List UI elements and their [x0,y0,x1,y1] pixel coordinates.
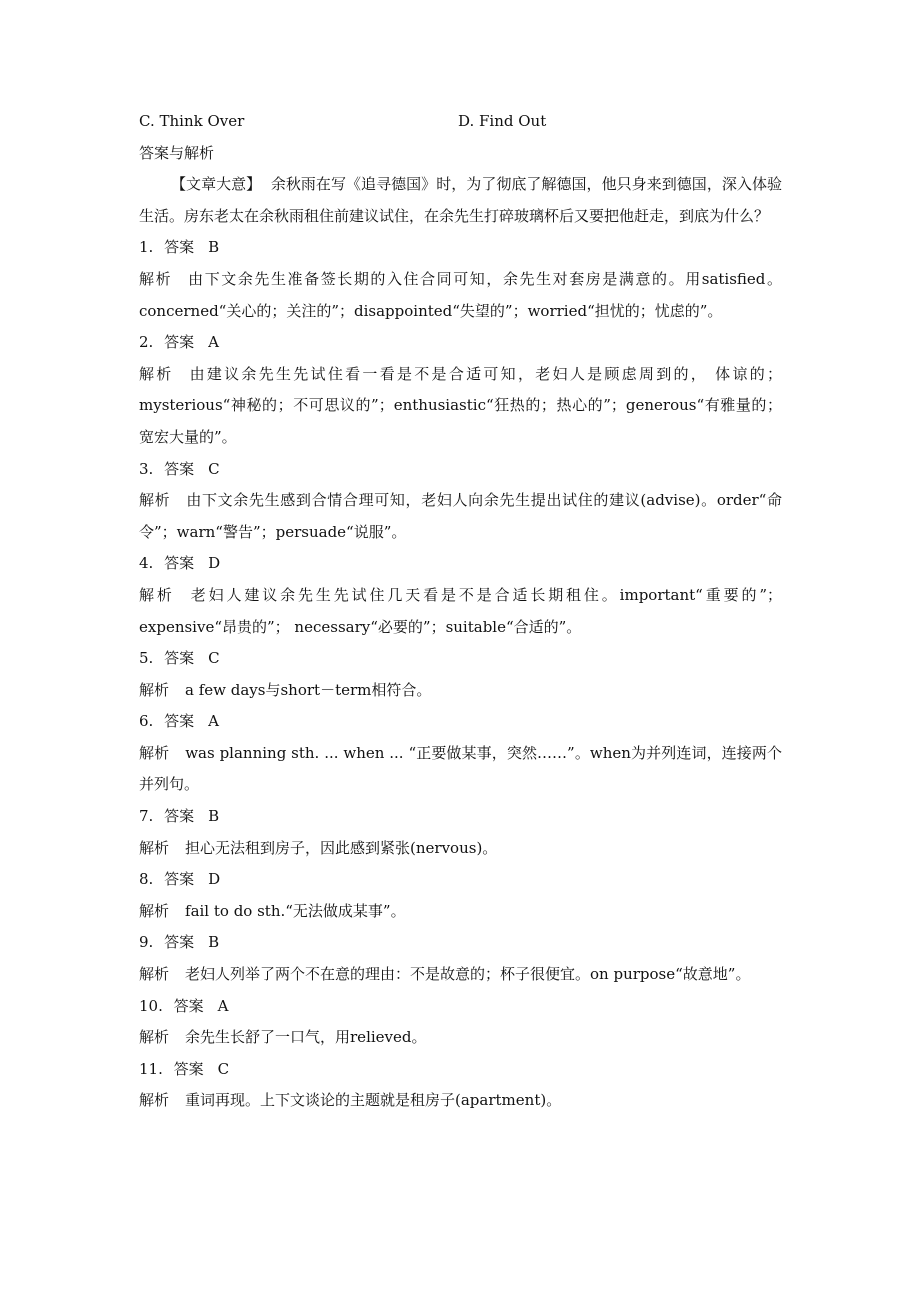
explanation-label: 解析 [139,838,170,857]
answer-line [139,454,782,486]
explanation-line [139,738,782,801]
answer-label: 答案 [173,996,204,1015]
answer-value: A [217,996,229,1015]
answer-line [139,232,782,264]
item-number: 5. [139,649,154,668]
explanation-label: 解析 [139,680,170,699]
explanation-label: 解析 [139,965,170,984]
explanation-text: 老妇人列举了两个不在意的理由：不是故意的；杯子很便宜。on purpose“故意地”。 [185,965,751,984]
answer-label: 答案 [164,554,195,573]
explanation-line [139,959,782,991]
answer-line [139,801,782,833]
explanation-line [139,359,782,454]
item-number: 7. [139,807,154,826]
answer-line [139,927,782,959]
answer-value: D [208,554,221,573]
answer-line [139,643,782,675]
explanation-line [139,896,782,928]
summary-paragraph [139,169,782,232]
answer-label: 答案 [164,238,195,257]
explanation-label: 解析 [139,901,170,920]
explanation-text: 余先生长舒了一口气，用relieved。 [185,1028,427,1047]
explanation-text: 重词再现。上下文谈论的主题就是租房子(apartment)。 [185,1091,562,1110]
answer-value: C [217,1059,230,1078]
answer-line [139,1054,782,1086]
answer-line [139,864,782,896]
section-heading: 答案与解析 [139,143,215,162]
explanation-line [139,1085,782,1117]
answer-line [139,706,782,738]
option-d: D. Find Out [458,112,547,130]
explanation-line [139,1022,782,1054]
item-number: 2. [139,333,154,352]
answer-label: 答案 [164,933,195,952]
summary-label: 【文章大意】 [171,175,262,194]
explanation-label: 解析 [139,491,171,510]
answer-label: 答案 [164,333,195,352]
explanation-line [139,485,782,548]
explanation-line [139,675,782,707]
answer-value: B [208,933,220,952]
explanation-label: 解析 [139,364,174,383]
item-number: 10. [139,996,163,1015]
answer-label: 答案 [164,459,195,478]
explanation-label: 解析 [139,1091,170,1110]
answer-label: 答案 [164,649,195,668]
item-number: 8. [139,870,154,889]
explanation-line [139,580,782,643]
answer-label: 答案 [164,870,195,889]
explanation-text: was planning sth. ... when ... “正要做某事，突然……”。when为并列连词，连接两个并列句。 [139,743,782,794]
item-number: 3. [139,459,154,478]
summary-text: 余秋雨在写《追寻德国》时，为了彻底了解德国，他只身来到德国，深入体验生活。房东老太在余秋雨租住前建议试住，在余先生打碎玻璃杯后又要把他赶走，到底为什么？ [139,175,782,225]
answer-line [139,548,782,580]
item-number: 1. [139,238,154,257]
explanation-text: 担心无法租到房子，因此感到紧张(nervous)。 [185,838,498,857]
options-row [139,106,782,138]
answer-label: 答案 [164,712,195,731]
answer-value: A [208,333,219,352]
answer-label: 答案 [164,807,195,826]
explanation-text: 由下文余先生感到合情合理可知，老妇人向余先生提出试住的建议(advise)。order“命令”；warn“警告”；persuade“说服”。 [139,491,782,541]
explanation-text: fail to do sth.“无法做成某事”。 [185,901,406,920]
answer-line [139,991,782,1023]
item-number: 9. [139,933,154,952]
item-number: 11. [139,1059,163,1078]
option-c: C. Think Over [139,112,245,130]
explanation-line [139,264,782,327]
explanation-text: 由建议余先生先试住看一看是不是合适可知，老妇人是顾虑周到的， 体谅的；mysterious“神秘的；不可思议的”；enthusiastic“狂热的；热心的”；generous“有雅量的；宽宏大量的”。 [139,364,782,446]
explanation-label: 解析 [139,269,173,288]
document-page [139,106,782,1117]
explanation-text: a few days与short－term相符合。 [185,680,432,699]
explanation-text: 老妇人建议余先生先试住几天看是不是合适长期租住。important“重要的”；expensive“昂贵的”； necessary“必要的”；suitable“合适的”。 [139,585,782,636]
item-number: 6. [139,712,154,731]
answer-value: C [208,649,220,668]
item-number: 4. [139,554,154,573]
explanation-label: 解析 [139,1028,170,1047]
explanation-label: 解析 [139,743,170,762]
explanation-line [139,833,782,865]
explanation-text: 由下文余先生准备签长期的入住合同可知，余先生对套房是满意的。用satisfied。concerned“关心的；关注的”；disappointed“失望的”；worried“担忧的；忧虑的”。 [139,269,782,320]
answer-value: D [208,870,221,889]
answer-line [139,327,782,359]
answer-list [139,232,782,1117]
answer-value: B [208,807,220,826]
explanation-label: 解析 [139,585,175,604]
answer-value: B [208,238,220,257]
answer-value: A [208,712,219,731]
answer-value: C [208,459,220,478]
answer-label: 答案 [173,1059,204,1078]
